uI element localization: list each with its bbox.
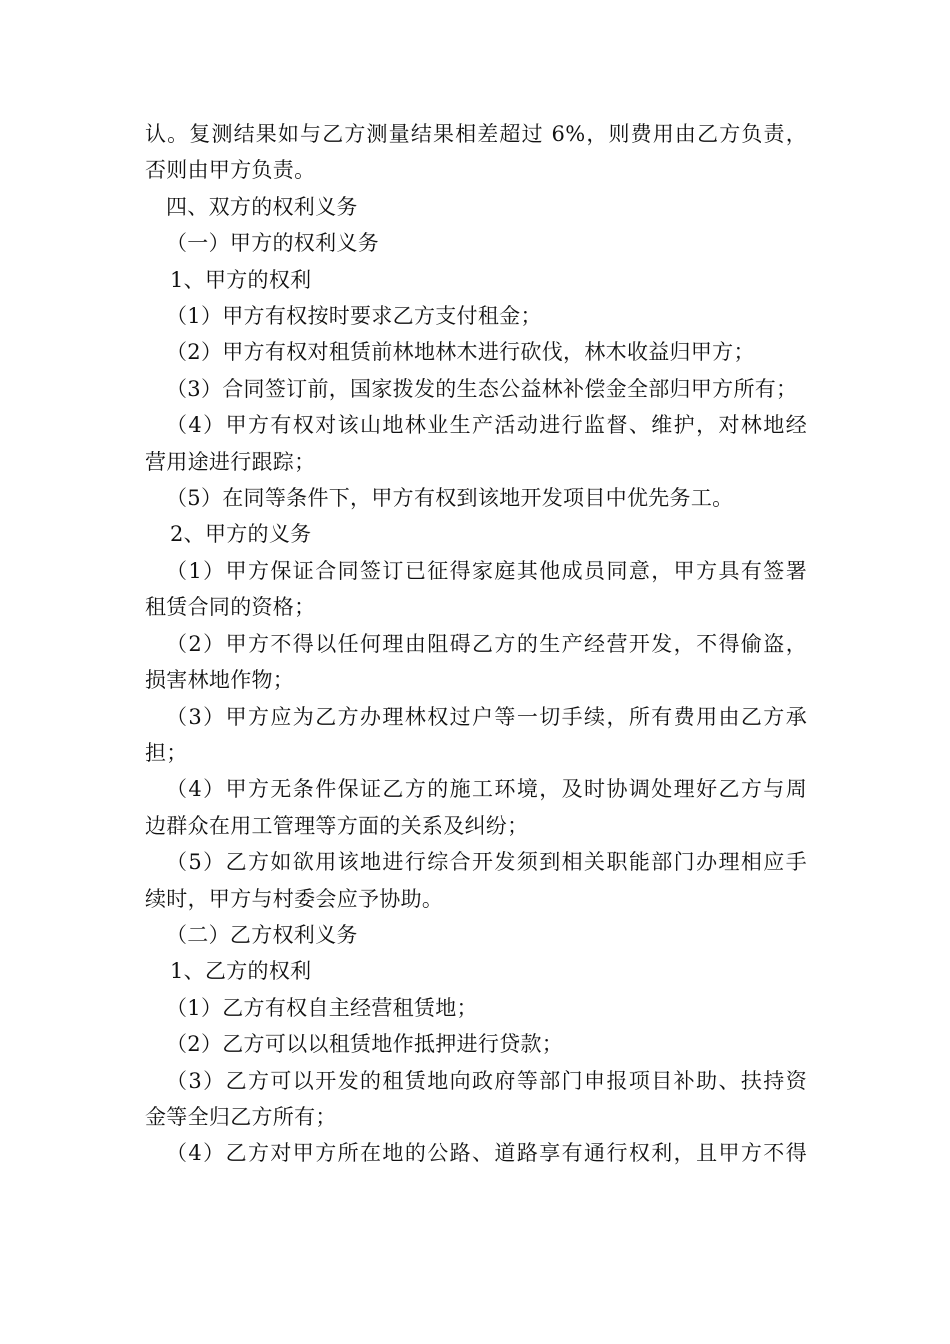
text-line: （2）甲方不得以任何理由阻碍乙方的生产经营开发，不得偷盗， — [166, 631, 807, 656]
text-line: 否则由甲方负责。 — [145, 158, 316, 183]
text-line: 损害林地作物； — [145, 668, 295, 693]
text-line: （2）甲方有权对租赁前林地林木进行砍伐，林木收益归甲方； — [166, 340, 755, 365]
text-line: （4）甲方有权对该山地林业生产活动进行监督、维护，对林地经 — [166, 413, 807, 438]
text-line: 续时，甲方与村委会应予协助。 — [145, 886, 444, 911]
subsection-heading: （一）甲方的权利义务 — [166, 231, 379, 256]
text-line: 租赁合同的资格； — [145, 595, 316, 620]
text-line: 边群众在用工管理等方面的关系及纠纷； — [145, 813, 529, 838]
text-line: （1）甲方保证合同签订已征得家庭其他成员同意，甲方具有签署 — [166, 558, 807, 583]
item-heading: 1、乙方的权利 — [170, 959, 312, 984]
subsection-heading: （二）乙方权利义务 — [166, 922, 358, 947]
item-heading: 1、甲方的权利 — [170, 267, 312, 292]
text-line: 营用途进行跟踪； — [145, 449, 316, 474]
text-line: （2）乙方可以以租赁地作抵押进行贷款； — [166, 1032, 564, 1057]
text-line: （1）乙方有权自主经营租赁地； — [166, 995, 478, 1020]
text-line: （1）甲方有权按时要求乙方支付租金； — [166, 304, 542, 329]
text-line: （5）乙方如欲用该地进行综合开发须到相关职能部门办理相应手 — [166, 850, 807, 875]
text-line: （4）甲方无条件保证乙方的施工环境，及时协调处理好乙方与周 — [166, 777, 807, 802]
text-line: 认。复测结果如与乙方测量结果相差超过 6%，则费用由乙方负责， — [145, 122, 807, 146]
text-line: （4）乙方对甲方所在地的公路、道路享有通行权利，且甲方不得 — [166, 1141, 807, 1166]
contract-text — [145, 116, 807, 1172]
item-heading: 2、甲方的义务 — [170, 522, 312, 547]
text-line: （3）甲方应为乙方办理林权过户等一切手续，所有费用由乙方承 — [166, 704, 807, 729]
section-heading: 四、双方的权利义务 — [166, 194, 358, 219]
text-line: （3）合同签订前，国家拨发的生态公益林补偿金全部归甲方所有； — [166, 376, 798, 401]
text-line: （5）在同等条件下，甲方有权到该地开发项目中优先务工。 — [166, 486, 734, 511]
text-line: 金等全归乙方所有； — [145, 1104, 337, 1129]
text-line: （3）乙方可以开发的租赁地向政府等部门申报项目补助、扶持资 — [166, 1068, 807, 1093]
text-line: 担； — [145, 740, 188, 765]
